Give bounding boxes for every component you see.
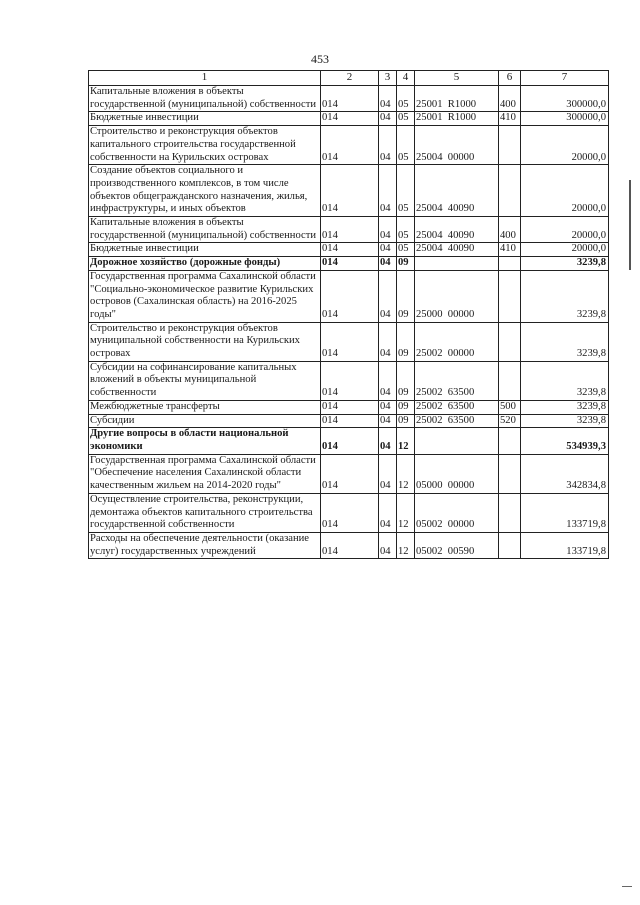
row-sum: 133719,8 — [521, 532, 609, 558]
row-pr-code: 05 — [397, 217, 415, 243]
row-gr-code: 014 — [321, 400, 379, 414]
table-row — [89, 165, 609, 217]
row-pr-code: 05 — [397, 112, 415, 126]
row-vr-code: 500 — [499, 400, 521, 414]
row-rz-code: 04 — [379, 165, 397, 217]
row-name: Расходы на обеспечение деятельности (оказание услуг) государственных учреждений — [89, 532, 321, 558]
row-csr-code: 25002 63500 — [415, 361, 499, 400]
row-rz-code: 04 — [379, 400, 397, 414]
row-gr-code: 014 — [321, 112, 379, 126]
header-col-6: 6 — [499, 71, 521, 86]
row-name: Дорожное хозяйство (дорожные фонды) — [89, 257, 321, 271]
row-csr-code — [415, 257, 499, 271]
row-pr-code: 09 — [397, 414, 415, 428]
row-gr-code: 014 — [321, 532, 379, 558]
table-row — [89, 217, 609, 243]
table-row — [89, 414, 609, 428]
row-gr-code: 014 — [321, 322, 379, 361]
row-pr-code: 12 — [397, 532, 415, 558]
row-rz-code: 04 — [379, 126, 397, 165]
row-gr-code: 014 — [321, 414, 379, 428]
row-sum: 534939,3 — [521, 428, 609, 454]
row-sum: 20000,0 — [521, 243, 609, 257]
row-name: Государственная программа Сахалинской области "Социально-экономическое развитие Курильских островов (Сахалинская область) на 2016-2025 годы" — [89, 270, 321, 322]
row-rz-code: 04 — [379, 217, 397, 243]
row-pr-code: 05 — [397, 126, 415, 165]
row-name: Создание объектов социального и производственного комплексов, в том числе объектов общегражданского назначения, жилья, инфраструктуры, и иных объектов — [89, 165, 321, 217]
row-vr-code — [499, 532, 521, 558]
row-rz-code: 04 — [379, 257, 397, 271]
row-rz-code: 04 — [379, 270, 397, 322]
row-rz-code: 04 — [379, 454, 397, 493]
row-pr-code: 09 — [397, 257, 415, 271]
budget-table — [88, 70, 609, 559]
table-row — [89, 428, 609, 454]
row-vr-code: 400 — [499, 217, 521, 243]
header-col-4: 4 — [397, 71, 415, 86]
row-gr-code: 014 — [321, 165, 379, 217]
table-row — [89, 270, 609, 322]
table-row — [89, 112, 609, 126]
row-name: Осуществление строительства, реконструкции, демонтажа объектов капитального строительства государственной собственности — [89, 493, 321, 532]
table-row — [89, 361, 609, 400]
row-csr-code: 25002 63500 — [415, 400, 499, 414]
row-gr-code: 014 — [321, 86, 379, 112]
row-sum: 342834,8 — [521, 454, 609, 493]
row-name: Строительство и реконструкция объектов капитального строительства государственной собственности на Курильских островах — [89, 126, 321, 165]
row-pr-code: 09 — [397, 270, 415, 322]
row-vr-code — [499, 428, 521, 454]
row-csr-code: 25002 00000 — [415, 322, 499, 361]
row-rz-code: 04 — [379, 361, 397, 400]
row-sum: 3239,8 — [521, 414, 609, 428]
table-row — [89, 400, 609, 414]
row-csr-code: 25004 40090 — [415, 165, 499, 217]
row-name: Капитальные вложения в объекты государственной (муниципальной) собственности — [89, 217, 321, 243]
row-rz-code: 04 — [379, 243, 397, 257]
table-row — [89, 493, 609, 532]
row-pr-code: 12 — [397, 493, 415, 532]
row-rz-code: 04 — [379, 86, 397, 112]
table-row — [89, 126, 609, 165]
row-vr-code — [499, 454, 521, 493]
row-vr-code — [499, 126, 521, 165]
row-vr-code: 410 — [499, 112, 521, 126]
row-pr-code: 05 — [397, 86, 415, 112]
row-gr-code: 014 — [321, 493, 379, 532]
row-vr-code — [499, 165, 521, 217]
row-csr-code: 25002 63500 — [415, 414, 499, 428]
row-gr-code: 014 — [321, 243, 379, 257]
table-body — [89, 86, 609, 559]
row-pr-code: 12 — [397, 428, 415, 454]
row-sum: 3239,8 — [521, 361, 609, 400]
row-name: Субсидии на софинансирование капитальных вложений в объекты муниципальной собственности — [89, 361, 321, 400]
header-col-2: 2 — [321, 71, 379, 86]
table-row — [89, 322, 609, 361]
header-col-1: 1 — [89, 71, 321, 86]
row-name: Капитальные вложения в объекты государственной (муниципальной) собственности — [89, 86, 321, 112]
header-col-7: 7 — [521, 71, 609, 86]
scan-mark-right-edge — [629, 180, 631, 270]
table-row — [89, 257, 609, 271]
row-pr-code: 09 — [397, 361, 415, 400]
row-vr-code — [499, 493, 521, 532]
row-csr-code: 25000 00000 — [415, 270, 499, 322]
row-pr-code: 05 — [397, 243, 415, 257]
row-vr-code — [499, 322, 521, 361]
row-name: Субсидии — [89, 414, 321, 428]
row-csr-code: 25004 00000 — [415, 126, 499, 165]
row-pr-code: 05 — [397, 165, 415, 217]
row-rz-code: 04 — [379, 414, 397, 428]
header-col-5: 5 — [415, 71, 499, 86]
row-csr-code — [415, 428, 499, 454]
row-vr-code: 410 — [499, 243, 521, 257]
row-vr-code — [499, 257, 521, 271]
row-rz-code: 04 — [379, 532, 397, 558]
row-sum: 3239,8 — [521, 400, 609, 414]
row-pr-code: 09 — [397, 400, 415, 414]
table-header-row — [89, 71, 609, 86]
row-sum: 133719,8 — [521, 493, 609, 532]
row-csr-code: 05002 00590 — [415, 532, 499, 558]
row-csr-code: 05002 00000 — [415, 493, 499, 532]
table-row — [89, 454, 609, 493]
row-name: Государственная программа Сахалинской области "Обеспечение населения Сахалинской области качественным жильем на 2014-2020 годы" — [89, 454, 321, 493]
row-csr-code: 25001 R1000 — [415, 86, 499, 112]
row-sum: 3239,8 — [521, 257, 609, 271]
table-row — [89, 86, 609, 112]
row-rz-code: 04 — [379, 428, 397, 454]
row-gr-code: 014 — [321, 217, 379, 243]
page-number: 453 — [311, 52, 329, 66]
row-pr-code: 12 — [397, 454, 415, 493]
row-vr-code — [499, 270, 521, 322]
row-csr-code: 05000 00000 — [415, 454, 499, 493]
row-sum: 20000,0 — [521, 165, 609, 217]
row-gr-code: 014 — [321, 270, 379, 322]
row-sum: 3239,8 — [521, 322, 609, 361]
row-name: Бюджетные инвестиции — [89, 112, 321, 126]
header-col-3: 3 — [379, 71, 397, 86]
row-name: Бюджетные инвестиции — [89, 243, 321, 257]
table-row — [89, 532, 609, 558]
scan-mark-corner — [622, 886, 632, 887]
row-sum: 3239,8 — [521, 270, 609, 322]
row-gr-code: 014 — [321, 257, 379, 271]
row-vr-code — [499, 361, 521, 400]
row-gr-code: 014 — [321, 454, 379, 493]
row-rz-code: 04 — [379, 493, 397, 532]
row-gr-code: 014 — [321, 428, 379, 454]
row-name: Другие вопросы в области национальной экономики — [89, 428, 321, 454]
row-vr-code: 520 — [499, 414, 521, 428]
table-row — [89, 243, 609, 257]
row-gr-code: 014 — [321, 126, 379, 165]
row-gr-code: 014 — [321, 361, 379, 400]
row-csr-code: 25004 40090 — [415, 243, 499, 257]
row-rz-code: 04 — [379, 322, 397, 361]
row-name: Межбюджетные трансферты — [89, 400, 321, 414]
row-sum: 300000,0 — [521, 86, 609, 112]
row-vr-code: 400 — [499, 86, 521, 112]
row-sum: 20000,0 — [521, 126, 609, 165]
row-csr-code: 25001 R1000 — [415, 112, 499, 126]
row-pr-code: 09 — [397, 322, 415, 361]
row-name: Строительство и реконструкция объектов муниципальной собственности на Курильских островах — [89, 322, 321, 361]
row-sum: 20000,0 — [521, 217, 609, 243]
row-csr-code: 25004 40090 — [415, 217, 499, 243]
row-sum: 300000,0 — [521, 112, 609, 126]
row-rz-code: 04 — [379, 112, 397, 126]
